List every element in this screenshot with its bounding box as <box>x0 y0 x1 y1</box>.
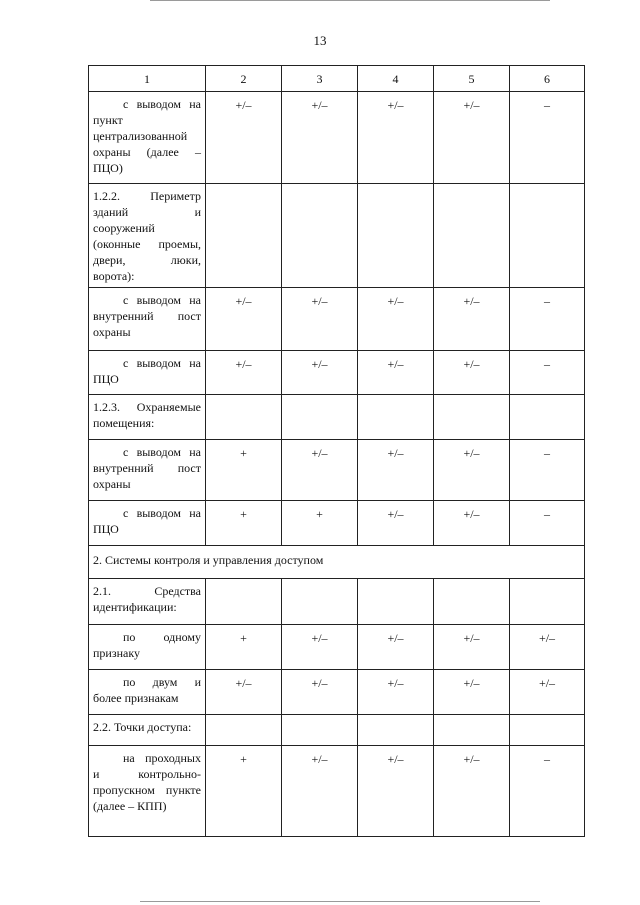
value-cell: + <box>206 746 282 837</box>
value-cell <box>206 579 282 625</box>
row-label: на проходных и контрольно-пропускном пункте (далее – КПП) <box>89 746 206 837</box>
value-cell: +/– <box>434 351 510 395</box>
value-cell: +/– <box>206 670 282 715</box>
table-row <box>89 670 585 715</box>
section-row <box>89 546 585 579</box>
value-cell: +/– <box>358 92 434 184</box>
value-cell: – <box>510 288 585 351</box>
value-cell <box>434 395 510 440</box>
value-cell: +/– <box>282 351 358 395</box>
value-cell <box>282 715 358 746</box>
value-cell <box>206 395 282 440</box>
value-cell: +/– <box>282 746 358 837</box>
value-cell: +/– <box>358 670 434 715</box>
value-cell: +/– <box>434 501 510 546</box>
value-cell: +/– <box>206 92 282 184</box>
value-cell: +/– <box>282 625 358 670</box>
value-cell: +/– <box>282 92 358 184</box>
header-cell: 1 <box>89 66 206 92</box>
value-cell: +/– <box>358 625 434 670</box>
table-row <box>89 288 585 351</box>
value-cell: – <box>510 501 585 546</box>
row-label: 2.1. Средства идентификации: <box>89 579 206 625</box>
value-cell <box>434 579 510 625</box>
requirements-table <box>88 65 585 837</box>
value-cell: +/– <box>206 351 282 395</box>
value-cell: – <box>510 92 585 184</box>
value-cell: +/– <box>434 440 510 501</box>
section-title: 2. Системы контроля и управления доступом <box>89 546 585 579</box>
value-cell: +/– <box>510 670 585 715</box>
row-label: с выводом на пункт централизованной охраны (далее – ПЦО) <box>89 92 206 184</box>
table-row <box>89 715 585 746</box>
page-number: 13 <box>313 33 327 48</box>
row-label: 2.2. Точки доступа: <box>89 715 206 746</box>
value-cell: +/– <box>434 746 510 837</box>
value-cell <box>510 579 585 625</box>
row-label: с выводом на внутренний пост охраны <box>89 440 206 501</box>
value-cell: +/– <box>358 351 434 395</box>
value-cell <box>510 395 585 440</box>
header-cell: 2 <box>206 66 282 92</box>
value-cell: +/– <box>358 501 434 546</box>
value-cell: + <box>282 501 358 546</box>
table-row <box>89 351 585 395</box>
row-label: 1.2.2. Периметр зданий и сооружений (оконные проемы, двери, люки, ворота): <box>89 184 206 288</box>
row-label: с выводом на ПЦО <box>89 351 206 395</box>
value-cell: +/– <box>434 288 510 351</box>
value-cell <box>510 184 585 288</box>
value-cell: +/– <box>434 670 510 715</box>
value-cell <box>358 395 434 440</box>
value-cell <box>282 395 358 440</box>
header-row <box>89 66 585 92</box>
value-cell <box>206 715 282 746</box>
table-row <box>89 625 585 670</box>
value-cell <box>358 579 434 625</box>
table-row <box>89 395 585 440</box>
table-row <box>89 440 585 501</box>
value-cell <box>206 184 282 288</box>
value-cell: – <box>510 746 585 837</box>
value-cell <box>282 579 358 625</box>
value-cell <box>358 184 434 288</box>
header-cell: 4 <box>358 66 434 92</box>
table-row <box>89 92 585 184</box>
scan-edge-top <box>150 0 550 1</box>
value-cell <box>358 715 434 746</box>
value-cell: + <box>206 440 282 501</box>
row-label: по одному признаку <box>89 625 206 670</box>
row-label: с выводом на ПЦО <box>89 501 206 546</box>
value-cell: – <box>510 440 585 501</box>
value-cell: +/– <box>358 440 434 501</box>
value-cell: +/– <box>510 625 585 670</box>
value-cell: +/– <box>282 288 358 351</box>
value-cell: +/– <box>206 288 282 351</box>
header-cell: 6 <box>510 66 585 92</box>
table-row <box>89 501 585 546</box>
table-row <box>89 746 585 837</box>
table-row <box>89 184 585 288</box>
scan-edge-bottom <box>140 901 540 902</box>
value-cell <box>434 715 510 746</box>
value-cell: +/– <box>282 670 358 715</box>
row-label: с выводом на внутренний пост охраны <box>89 288 206 351</box>
value-cell: +/– <box>282 440 358 501</box>
table-row <box>89 579 585 625</box>
row-label: 1.2.3. Охраняемые помещения: <box>89 395 206 440</box>
value-cell: +/– <box>434 92 510 184</box>
value-cell <box>282 184 358 288</box>
value-cell: +/– <box>434 625 510 670</box>
value-cell: +/– <box>358 288 434 351</box>
value-cell: + <box>206 501 282 546</box>
value-cell: +/– <box>358 746 434 837</box>
value-cell: + <box>206 625 282 670</box>
value-cell: – <box>510 351 585 395</box>
row-label: по двум и более признакам <box>89 670 206 715</box>
header-cell: 5 <box>434 66 510 92</box>
value-cell <box>510 715 585 746</box>
value-cell <box>434 184 510 288</box>
header-cell: 3 <box>282 66 358 92</box>
